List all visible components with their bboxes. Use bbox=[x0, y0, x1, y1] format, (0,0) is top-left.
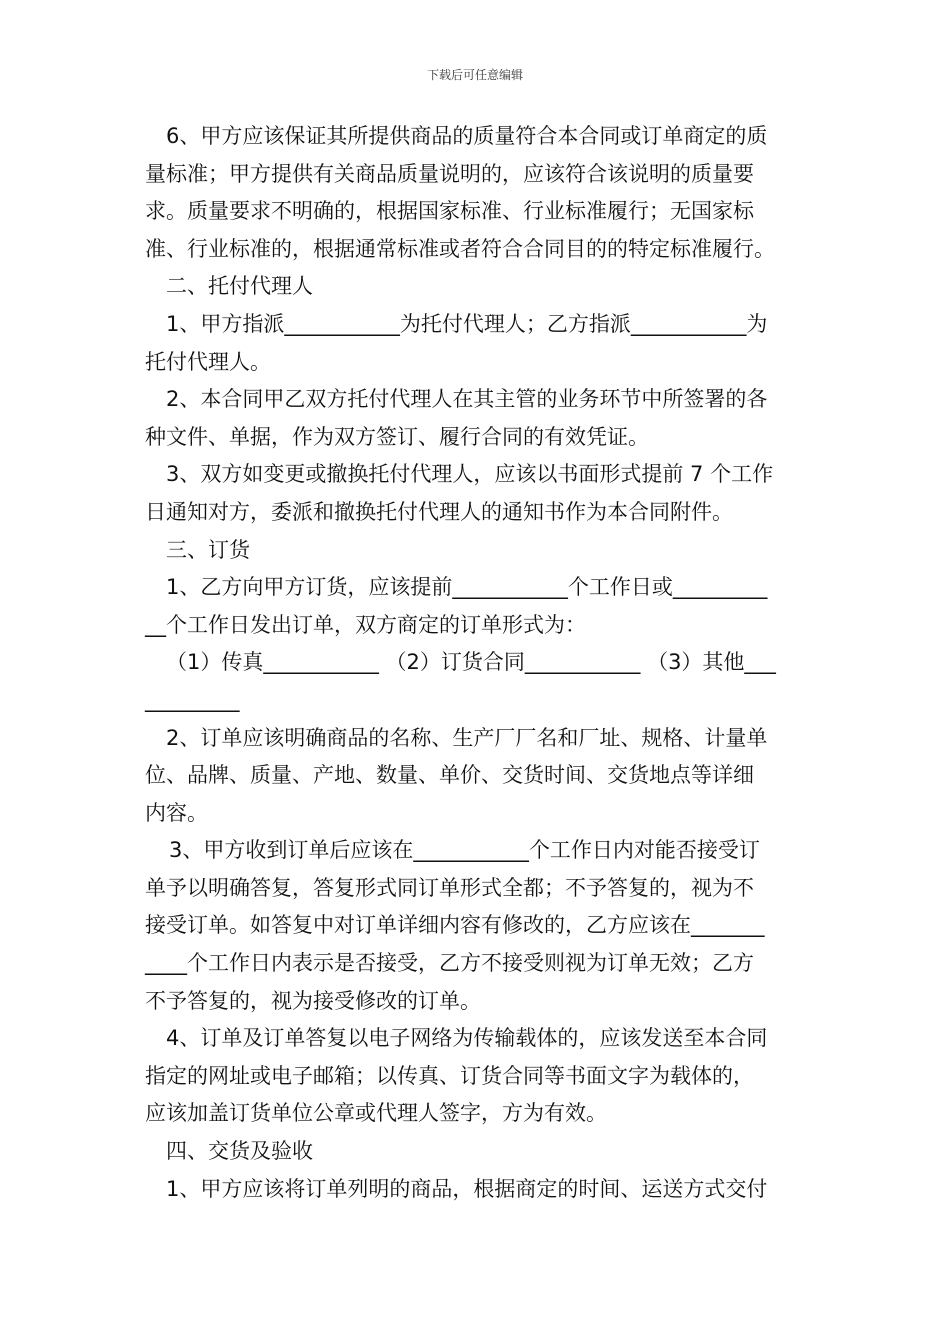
text-line: __个工作日发出订单，双方商定的订单形式为： bbox=[145, 612, 586, 637]
document-body bbox=[145, 118, 808, 1208]
text-line: 量标准；甲方提供有关商品质量说明的，应该符合该说明的质量要 bbox=[145, 161, 754, 186]
text-line: 日通知对方，委派和撤换托付代理人的通知书作为本合同附件。 bbox=[145, 499, 733, 524]
clause-order-form bbox=[145, 569, 808, 719]
text-line: 2、本合同甲乙双方托付代理人在其主管的业务环节中所签署的各 bbox=[166, 387, 768, 412]
text-line: 1、乙方向甲方订货，应该提前___________个工作日或_________ bbox=[166, 575, 768, 600]
text-line: 1、甲方指派___________为托付代理人；乙方指派___________为 bbox=[166, 311, 768, 336]
text-line: 单予以明确答复，答复形式同订单形式全都；不予答复的，视为不 bbox=[145, 875, 754, 900]
text-line: 托付代理人。 bbox=[145, 349, 271, 374]
clause-order-content bbox=[145, 720, 808, 833]
clause-order-reply bbox=[145, 832, 808, 1020]
text-line: 接受订单。如答复中对订单详细内容有修改的，乙方应该在_______ bbox=[145, 913, 765, 938]
text-line: _________ bbox=[145, 687, 240, 712]
section-heading-order: 三、订货 bbox=[166, 537, 250, 562]
text-line: 指定的网址或电子邮箱；以传真、订货合同等书面文字为载体的， bbox=[145, 1063, 754, 1088]
section-heading-delivery: 四、交货及验收 bbox=[166, 1139, 313, 1164]
text-line: 4、订单及订单答复以电子网络为传输载体的，应该发送至本合同 bbox=[166, 1026, 768, 1051]
text-line: 3、双方如变更或撤换托付代理人，应该以书面形式提前 7 个工作 bbox=[166, 462, 774, 487]
text-line: 种文件、单据，作为双方签订、履行合同的有效凭证。 bbox=[145, 424, 649, 449]
text-line: （1）传真___________ （2）订货合同___________ （3）其他___ bbox=[166, 650, 776, 675]
section-heading-agent: 二、托付代理人 bbox=[166, 274, 313, 299]
text-line: 不予答复的，视为接受修改的订单。 bbox=[145, 988, 481, 1013]
clause-quality bbox=[145, 118, 808, 268]
clause-delivery bbox=[145, 1171, 808, 1209]
text-line: ____个工作日内表示是否接受，乙方不接受则视为订单无效；乙方 bbox=[145, 951, 754, 976]
clause-agent-appoint bbox=[145, 306, 808, 381]
text-line: 2、订单应该明确商品的名称、生产厂厂名和厂址、规格、计量单 bbox=[166, 725, 768, 750]
clause-agent-documents bbox=[145, 381, 808, 456]
text-line: 6、甲方应该保证其所提供商品的质量符合本合同或订单商定的质 bbox=[166, 124, 768, 148]
text-line: 位、品牌、质量、产地、数量、单价、交货时间、交货地点等详细 bbox=[145, 763, 754, 788]
text-line: 求。质量要求不明确的，根据国家标准、行业标准履行；无国家标 bbox=[145, 199, 754, 224]
text-line: 应该加盖订货单位公章或代理人签字，方为有效。 bbox=[145, 1101, 607, 1126]
clause-order-electronic bbox=[145, 1020, 808, 1133]
text-line: 3、甲方收到订单后应该在___________个工作日内对能否接受订 bbox=[169, 838, 760, 863]
text-line: 1、甲方应该将订单列明的商品，根据商定的时间、运送方式交付 bbox=[166, 1176, 768, 1201]
page-header: 下载后可任意编辑 bbox=[426, 68, 523, 82]
text-line: 内容。 bbox=[145, 800, 208, 825]
clause-agent-change bbox=[145, 456, 808, 531]
text-line: 准、行业标准的，根据通常标准或者符合合同目的的特定标准履行。 bbox=[145, 236, 775, 261]
